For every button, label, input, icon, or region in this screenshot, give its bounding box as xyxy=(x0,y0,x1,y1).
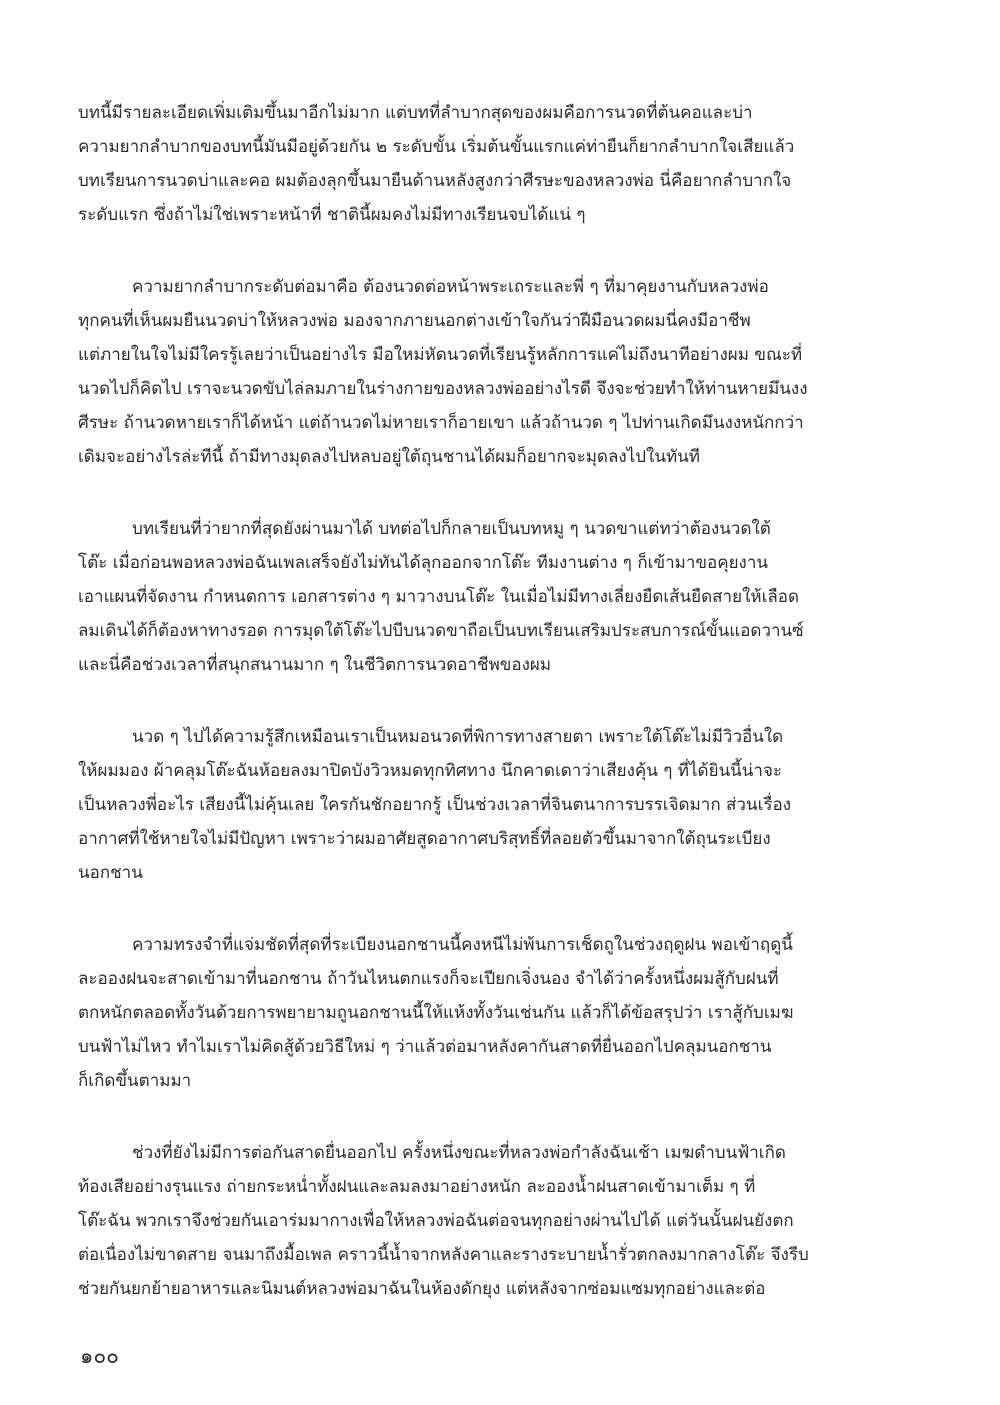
paragraph-6 xyxy=(78,1136,933,1306)
text-line: ละอองฝนจะสาดเข้ามาที่นอกชาน ถ้าวันไหนตกแรงก็จะเปียกเจิ่งนอง จำได้ว่าครั้งหนึ่งผมสู้กับฝนที่ xyxy=(78,969,779,989)
text-line: เดิมจะอย่างไรล่ะทีนี้ ถ้ามีทางมุดลงไปหลบอยู่ใต้ถุนชานได้ผมก็อยากจะมุดลงไปในทันที xyxy=(78,447,700,467)
text-line: ก็เกิดขึ้นตามมา xyxy=(78,1071,192,1091)
paragraph-2 xyxy=(78,270,933,474)
text-line: เอาแผนที่จัดงาน กำหนดการ เอกสารต่าง ๆ มาวางบนโต๊ะ ในเมื่อไม่มีทางเลี่ยงยืดเส้นยืดสายให้เลือด xyxy=(78,587,800,607)
text-line: อากาศที่ใช้หายใจไม่มีปัญหา เพราะว่าผมอาศัยสูดอากาศบริสุทธิ์ที่ลอยตัวขึ้นมาจากใต้ถุนระเบียง xyxy=(78,829,771,849)
text-line: โต๊ะฉัน พวกเราจึงช่วยกันเอาร่มมากางเพื่อให้หลวงพ่อฉันต่อจนทุกอย่างผ่านไปได้ แต่วันนั้นฝนยังตก xyxy=(78,1211,794,1231)
text-line: ให้ผมมอง ผ้าคลุมโต๊ะฉันห้อยลงมาปิดบังวิวหมดทุกทิศทาง นึกคาดเดาว่าเสียงคุ้น ๆ ที่ได้ยินนี้น่าจะ xyxy=(78,761,783,781)
text-line: นอกชาน xyxy=(78,863,143,883)
text-line: และนี่คือช่วงเวลาที่สนุกสนานมาก ๆ ในชีวิตการนวดอาชีพของผม xyxy=(78,655,552,675)
text-line: นวด ๆ ไปได้ความรู้สึกเหมือนเราเป็นหมอนวดที่พิการทางสายตา เพราะใต้โต๊ะไม่มีวิวอื่นใด xyxy=(78,727,784,747)
text-line: บนฟ้าไม่ไหว ทำไมเราไม่คิดสู้ด้วยวิธีใหม่ ๆ ว่าแล้วต่อมาหลังคากันสาดที่ยื่นออกไปคลุมนอกชาน xyxy=(78,1037,772,1057)
text-body xyxy=(78,96,933,1344)
page-number: ๑๐๐ xyxy=(80,1344,119,1368)
text-line: ช่วงที่ยังไม่มีการต่อกันสาดยื่นออกไป ครั้งหนึ่งขณะที่หลวงพ่อกำลังฉันเช้า เมฆดำบนฟ้าเกิด xyxy=(78,1143,786,1163)
paragraph-1 xyxy=(78,96,933,232)
paragraph-3 xyxy=(78,512,933,682)
text-line: ท้องเสียอย่างรุนแรง ถ่ายกระหน่ำทั้งฝนและลมลงมาอย่างหนัก ละอองน้ำฝนสาดเข้ามาเต็ม ๆ ที่ xyxy=(78,1177,756,1197)
text-line: บทเรียนที่ว่ายากที่สุดยังผ่านมาได้ บทต่อไปก็กลายเป็นบทหมู ๆ นวดขาแต่ทว่าต้องนวดใต้ xyxy=(78,519,771,539)
text-line: ทุกคนที่เห็นผมยืนนวดบ่าให้หลวงพ่อ มองจากภายนอกต่างเข้าใจกันว่าฝีมือนวดผมนี่คงมีอาชีพ xyxy=(78,311,751,331)
text-line: ระดับแรก ซึ่งถ้าไม่ใช่เพราะหน้าที่ ชาตินี้ผมคงไม่มีทางเรียนจบได้แน่ ๆ xyxy=(78,205,586,225)
text-line: ลมเดินได้ก็ต้องหาทางรอด การมุดใต้โต๊ะไปบีบนวดขาถือเป็นบทเรียนเสริมประสบการณ์ขั้นแอดวานซ์ xyxy=(78,621,804,641)
text-line: เป็นหลวงพี่อะไร เสียงนี้ไม่คุ้นเลย ใครกันชักอยากรู้ เป็นช่วงเวลาที่จินตนาการบรรเจิดมาก ส่วนเรื่อง xyxy=(78,795,792,815)
text-line: บทเรียนการนวดบ่าและคอ ผมต้องลุกขึ้นมายืนด้านหลังสูงกว่าศีรษะของหลวงพ่อ นี่คือยากลำบากใจ xyxy=(78,171,792,191)
text-line: แต่ภายในใจไม่มีใครรู้เลยว่าเป็นอย่างไร มือใหม่หัดนวดที่เรียนรู้หลักการแค่ไม่ถึงนาทีอย่างผม ขณะที่ xyxy=(78,345,803,365)
text-line: ช่วยกันยกย้ายอาหารและนิมนต์หลวงพ่อมาฉันในห้องดักยุง แต่หลังจากซ่อมแซมทุกอย่างและต่อ xyxy=(78,1279,766,1299)
text-line: โต๊ะ เมื่อก่อนพอหลวงพ่อฉันเพลเสร็จยังไม่ทันได้ลุกออกจากโต๊ะ ทีมงานต่าง ๆ ก็เข้ามาขอคุยงาน xyxy=(78,553,768,573)
text-line: ความยากลำบากระดับต่อมาคือ ต้องนวดต่อหน้าพระเถระและพี่ ๆ ที่มาคุยงานกับหลวงพ่อ xyxy=(78,277,769,297)
paragraph-4 xyxy=(78,720,933,890)
text-line: นวดไปก็คิดไป เราจะนวดขับไล่ลมภายในร่างกายของหลวงพ่ออย่างไรดี จึงจะช่วยทำให้ท่านหายมึนงง xyxy=(78,379,808,399)
text-line: ศีรษะ ถ้านวดหายเราก็ได้หน้า แต่ถ้านวดไม่หายเราก็อายเขา แล้วถ้านวด ๆ ไปท่านเกิดมึนงงหนักกว่า xyxy=(78,413,804,433)
paragraph-5 xyxy=(78,928,933,1098)
text-line: ความยากลำบากของบทนี้มันมีอยู่ด้วยกัน ๒ ระดับขั้น เริ่มต้นขั้นแรกแค่ท่ายืนก็ยากลำบากใจเสียแล้ว xyxy=(78,137,795,157)
text-line: ต่อเนื่องไม่ขาดสาย จนมาถึงมื้อเพล คราวนี้น้ำจากหลังคาและรางระบายน้ำรั่วตกลงมากลางโต๊ะ จึงรีบ xyxy=(78,1245,809,1265)
text-line: บทนี้มีรายละเอียดเพิ่มเติมขึ้นมาอีกไม่มาก แต่บทที่ลำบากสุดของผมคือการนวดที่ต้นคอและบ่า xyxy=(78,103,753,123)
text-line: ตกหนักตลอดทั้งวันด้วยการพยายามถูนอกชานนี้ให้แห้งทั้งวันเช่นกัน แล้วก็ได้ข้อสรุปว่า เราสู้กับเมฆ xyxy=(78,1003,794,1023)
text-line: ความทรงจำที่แจ่มชัดที่สุดที่ระเบียงนอกชานนี้คงหนีไม่พ้นการเช็ดถูในช่วงฤดูฝน พอเข้าฤดูนี้ xyxy=(78,935,793,955)
